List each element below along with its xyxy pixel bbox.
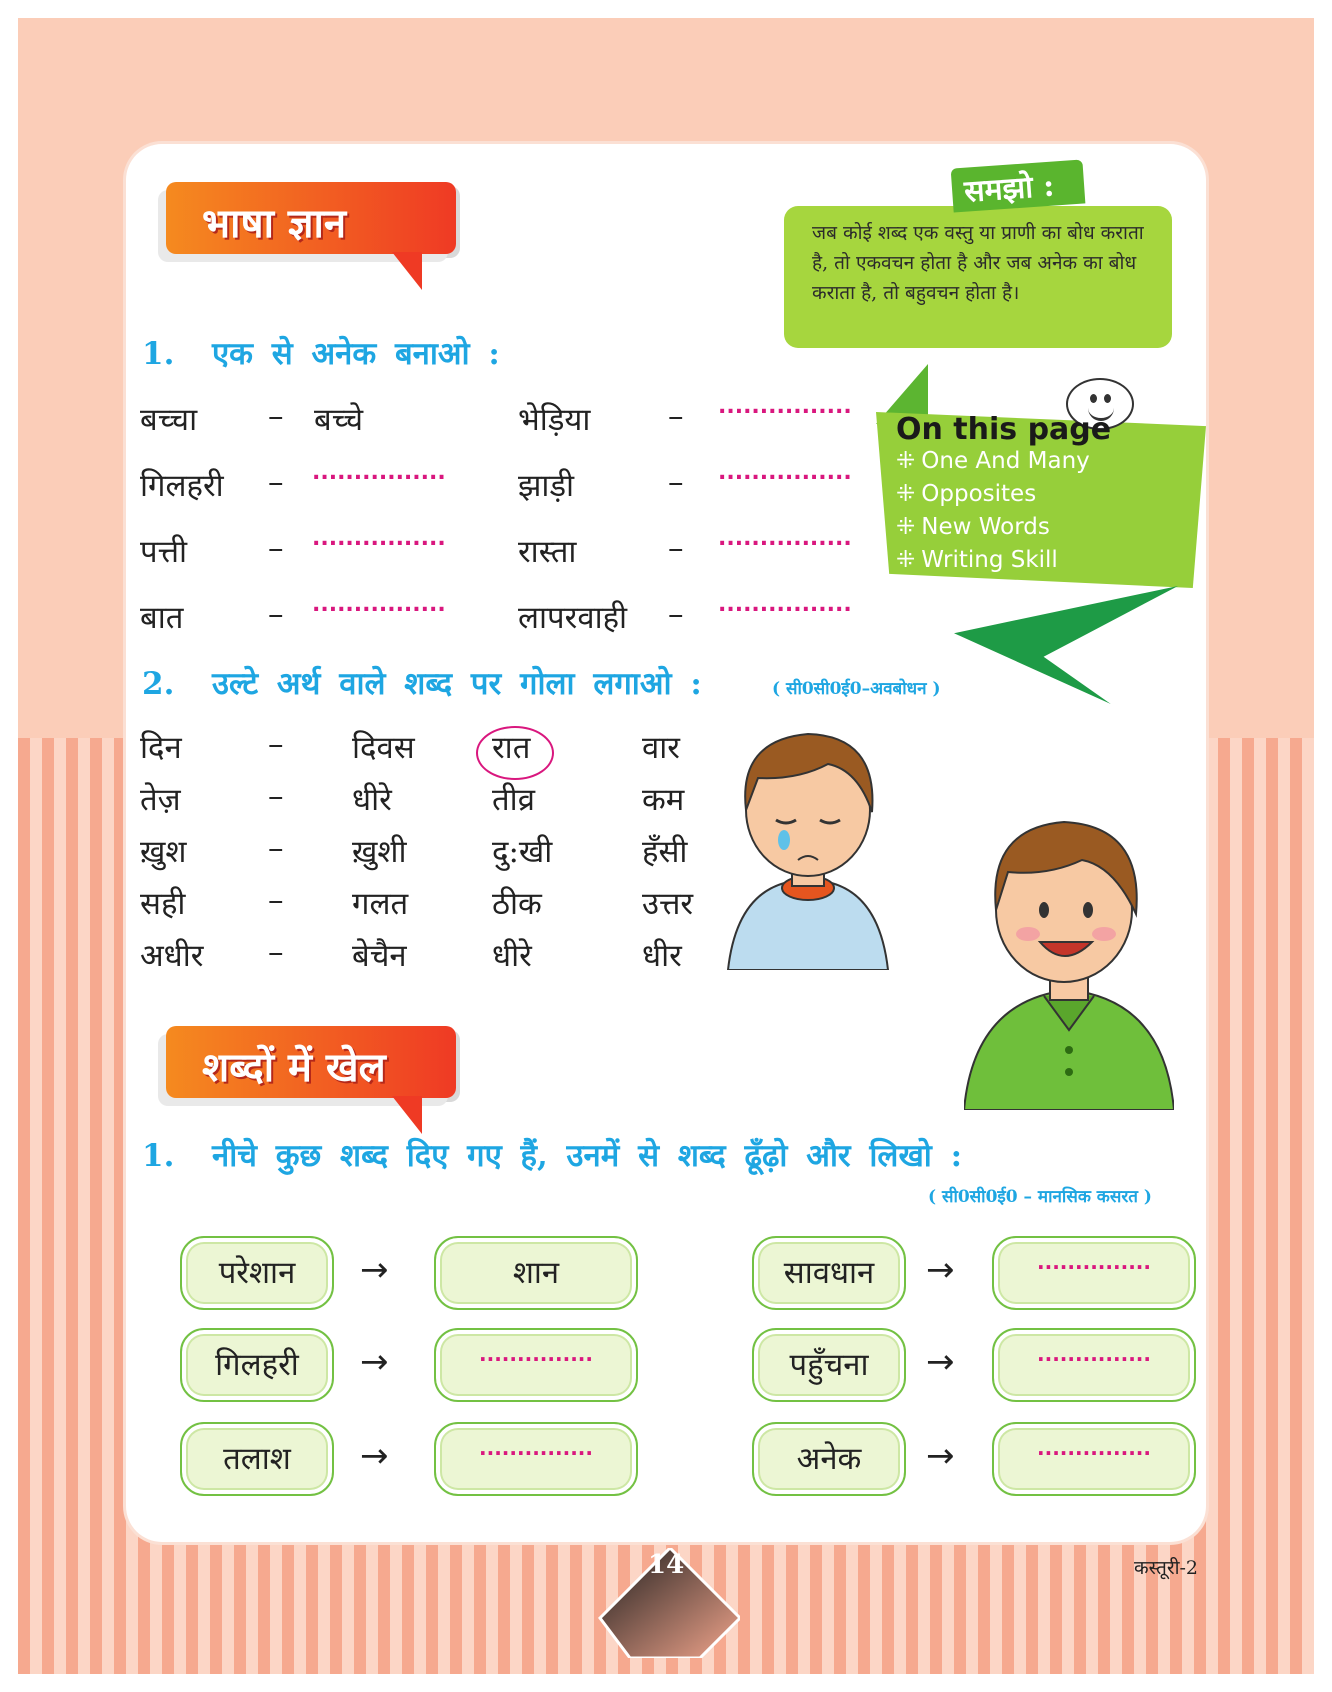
book-title: कस्तूरी-2 <box>1134 1557 1199 1579</box>
answer-blank[interactable]: ................ <box>718 394 852 419</box>
answer-box[interactable]: ............... <box>434 1328 638 1402</box>
q2-option[interactable]: ठीक <box>492 886 542 922</box>
sad-boy-illustration <box>718 720 898 970</box>
q2-option[interactable]: बेचैन <box>352 938 407 974</box>
section-banner-bhasha-gyan <box>166 182 456 254</box>
dash: – <box>268 726 284 762</box>
answer-box[interactable]: ............... <box>434 1422 638 1496</box>
question-number: 1. <box>142 336 175 372</box>
question-note: ( सी0सी0ई0 – मानसिक कसरत ) <box>928 1187 1152 1207</box>
on-this-page-item: ⁜ New Words <box>896 514 1050 540</box>
q2-word: दिन <box>140 730 182 766</box>
banner-tail <box>392 252 422 290</box>
question-text: नीचे कुछ शब्द दिए गए हैं, उनमें से शब्द ढूँढ़ो और लिखो : <box>212 1138 963 1174</box>
section-title: शब्दों में खेल <box>202 1044 386 1091</box>
question-number: 1. <box>142 1138 175 1174</box>
dash: – <box>268 596 284 632</box>
q2-word: सही <box>140 886 186 922</box>
arrow-icon: → <box>926 1342 955 1382</box>
samjho-tag <box>951 159 1086 212</box>
bullet-icon: ⁜ <box>896 481 916 507</box>
bullet-icon: ⁜ <box>896 448 916 474</box>
dash: – <box>268 398 284 434</box>
page-number: 14 <box>648 1550 685 1580</box>
answer-blank[interactable]: ................ <box>312 526 446 551</box>
q2-option[interactable]: ख़ुशी <box>352 834 407 870</box>
q2-option[interactable]: धीरे <box>352 782 392 818</box>
banner-tail <box>392 1096 422 1134</box>
dash: – <box>268 778 284 814</box>
answer-blank[interactable]: ................ <box>718 592 852 617</box>
arrow-icon: → <box>926 1436 955 1476</box>
word-box: सावधान <box>752 1236 906 1310</box>
q2-word: ख़ुश <box>140 834 187 870</box>
q2-word: तेज़ <box>140 782 181 818</box>
q1-word: पत्ती <box>140 534 188 570</box>
answer-blank[interactable]: ................ <box>718 460 852 485</box>
on-this-page-item: ⁜ One And Many <box>896 448 1090 474</box>
q2-option-selected[interactable]: रात <box>492 730 531 766</box>
word-box: तलाश <box>180 1422 334 1496</box>
question-text: एक से अनेक बनाओ : <box>212 336 500 372</box>
q2-option[interactable]: हँसी <box>642 834 688 870</box>
q2-option[interactable]: दु:खी <box>492 834 553 870</box>
on-this-page-title: On this page <box>896 412 1112 447</box>
word-box: पहुँचना <box>752 1328 906 1402</box>
happy-boy-illustration <box>964 810 1174 1110</box>
dash: – <box>668 596 684 632</box>
q2-option[interactable]: वार <box>642 730 680 766</box>
section-banner-shabdon-mein-khel <box>166 1026 456 1098</box>
page-number-badge <box>590 1548 740 1658</box>
word-box: गिलहरी <box>180 1328 334 1402</box>
dash: – <box>268 934 284 970</box>
q1-word: झाड़ी <box>518 468 575 504</box>
dash: – <box>268 464 284 500</box>
q2-option[interactable]: कम <box>642 782 685 818</box>
dash: – <box>668 530 684 566</box>
answer-box[interactable]: ............... <box>992 1328 1196 1402</box>
answer-box[interactable]: शान <box>434 1236 638 1310</box>
q2-option[interactable]: दिवस <box>352 730 415 766</box>
samjho-text: जब कोई शब्द एक वस्तु या प्राणी का बोध कराता है, तो एकवचन होता है और जब अनेक का बोध कराता है, तो बहुवचन होता है। <box>812 222 1144 304</box>
q2-option[interactable]: तीव्र <box>492 782 535 818</box>
q1-word: बच्चा <box>140 402 198 438</box>
arrow-icon: → <box>360 1342 389 1382</box>
q2-option[interactable]: धीर <box>642 938 682 974</box>
bullet-icon: ⁜ <box>896 547 916 573</box>
question-note: ( सी0सी0ई0–अवबोधन ) <box>772 679 941 699</box>
q1-word: गिलहरी <box>140 468 224 504</box>
dash: – <box>268 530 284 566</box>
q2-option[interactable]: उत्तर <box>642 886 694 922</box>
question-text: उल्टे अर्थ वाले शब्द पर गोला लगाओ : <box>212 666 702 702</box>
q1-word: लापरवाही <box>518 600 628 636</box>
dash: – <box>668 398 684 434</box>
q2-word: अधीर <box>140 938 204 974</box>
samjho-title: समझो : <box>963 168 1056 210</box>
dash: – <box>668 464 684 500</box>
q1-word: रास्ता <box>518 534 577 570</box>
q1-answer: बच्चे <box>314 402 364 438</box>
q1-word: बात <box>140 600 184 636</box>
arrow-icon: → <box>360 1250 389 1290</box>
on-this-page-item: ⁜ Opposites <box>896 481 1037 507</box>
bullet-icon: ⁜ <box>896 514 916 540</box>
arrow-icon: → <box>926 1250 955 1290</box>
answer-box[interactable]: ............... <box>992 1236 1196 1310</box>
samjho-box <box>784 206 1172 348</box>
on-this-page-item: ⁜ Writing Skill <box>896 547 1058 573</box>
arrow-icon: → <box>360 1436 389 1476</box>
answer-box[interactable]: ............... <box>992 1422 1196 1496</box>
q2-option[interactable]: गलत <box>352 886 409 922</box>
word-box: परेशान <box>180 1236 334 1310</box>
dash: – <box>268 882 284 918</box>
answer-blank[interactable]: ................ <box>718 526 852 551</box>
q2-option[interactable]: धीरे <box>492 938 532 974</box>
answer-blank[interactable]: ................ <box>312 592 446 617</box>
question-number: 2. <box>142 666 175 702</box>
dash: – <box>268 830 284 866</box>
word-box: अनेक <box>752 1422 906 1496</box>
q1-word: भेड़िया <box>518 402 591 438</box>
section-title: भाषा ज्ञान <box>202 200 347 247</box>
answer-blank[interactable]: ................ <box>312 460 446 485</box>
